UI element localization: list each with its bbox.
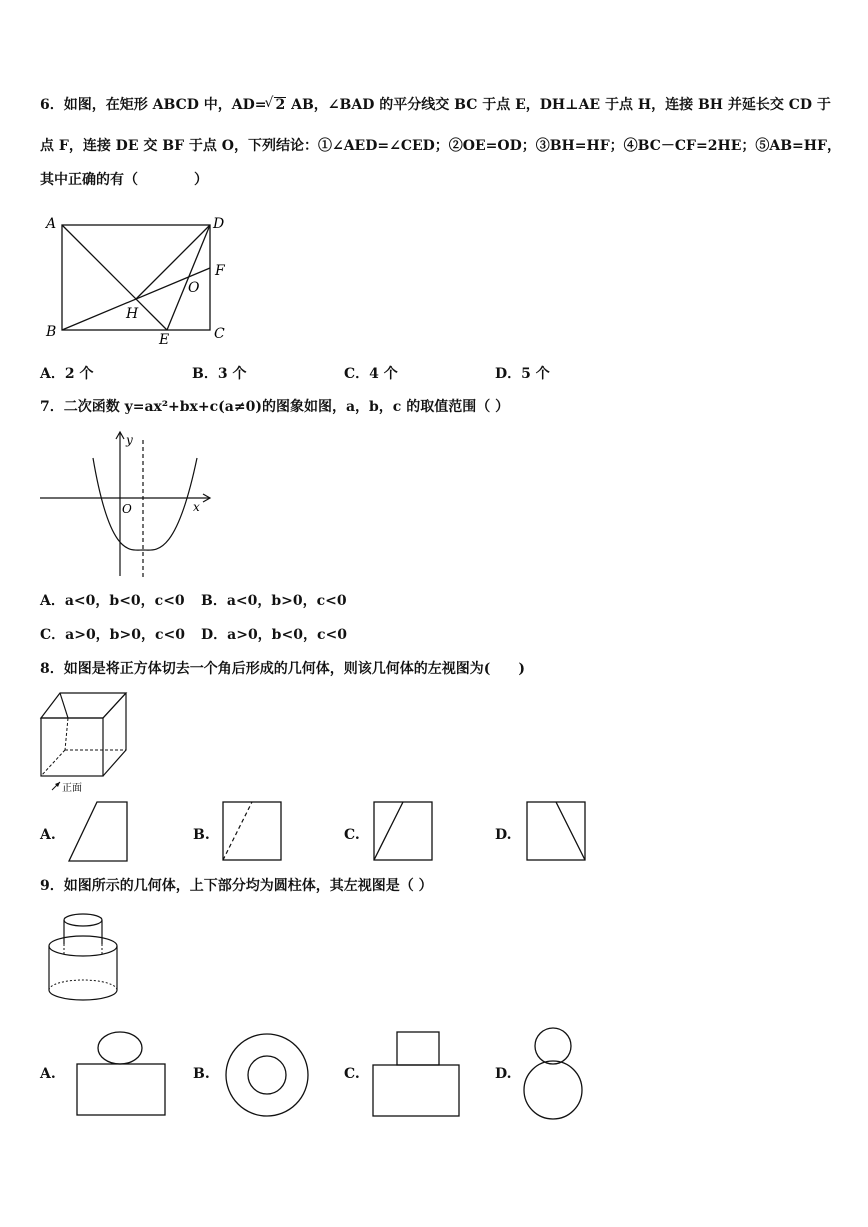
q9-option-a-letter[interactable]: A.: [40, 1066, 56, 1082]
label-h: H: [126, 306, 139, 322]
label-c: C: [214, 326, 225, 342]
q9-option-b-letter[interactable]: B.: [193, 1066, 210, 1082]
large-cylinder-top: [49, 936, 117, 956]
q7-option-b[interactable]: B．a<0，b>0，c<0: [201, 593, 347, 609]
q7-parabola-figure: [40, 428, 220, 580]
q9-option-d-figure[interactable]: [521, 1026, 585, 1122]
cut-edge: [60, 693, 68, 718]
label-o: O: [188, 280, 200, 296]
cube-front-face: [41, 718, 103, 776]
q8-option-a-letter[interactable]: A.: [40, 827, 56, 843]
q8-stem: 8．如图是将正方体切去一个角后形成的几何体，则该几何体的左视图为( ): [40, 661, 525, 677]
origin-label: O: [122, 502, 132, 516]
cube-top-face: [41, 693, 126, 718]
q7-option-d[interactable]: D．a>0，b<0，c<0: [201, 627, 347, 643]
front-label: 正面: [62, 783, 82, 794]
q6-stem-line1: 6．如图，在矩形 ABCD 中，AD=√ 2 AB，∠BAD 的平分线交 BC 于点 E，DH⊥AE 于点 H，连接 BH 并延长交 CD 于: [40, 96, 831, 114]
label-d: D: [213, 216, 225, 232]
q8-option-b-letter[interactable]: B.: [193, 827, 210, 843]
q9-option-c-letter[interactable]: C.: [344, 1066, 360, 1082]
q9-option-a-figure[interactable]: [75, 1030, 169, 1118]
q7-option-c[interactable]: C．a>0，b>0，c<0: [40, 627, 185, 643]
q9-option-b-figure[interactable]: [224, 1032, 310, 1118]
label-f: F: [215, 263, 225, 279]
x-axis-label: x: [193, 500, 200, 514]
parabola-curve: [93, 458, 197, 550]
q8-option-b-figure[interactable]: [222, 801, 284, 863]
q9-option-d-letter[interactable]: D.: [495, 1066, 512, 1082]
segment-ae: [62, 225, 167, 330]
q6-stem-line2: 点 F，连接 DE 交 BF 于点 O，下列结论：①∠AED=∠CED；②OE=OD；③BH=HF；④BC－CF=2HE；⑤AB=HF，: [40, 138, 841, 154]
q8-option-d-figure[interactable]: [526, 801, 588, 863]
label-e: E: [159, 332, 170, 348]
q7-stem: 7．二次函数 y=ax²+bx+c(a≠0)的图象如图，a，b，c 的取值范围（ ）: [40, 399, 510, 415]
q8-option-c-letter[interactable]: C.: [344, 827, 360, 843]
q6-option-a[interactable]: A．2 个: [40, 366, 94, 382]
q6-option-d[interactable]: D．5 个: [495, 366, 550, 382]
q8-cut-cube-figure: [38, 690, 138, 795]
q8-option-c-figure[interactable]: [373, 801, 435, 863]
q6-stem-line3: 其中正确的有（ ）: [40, 172, 208, 188]
q6-option-c[interactable]: C．4 个: [344, 366, 398, 382]
small-cylinder-top: [64, 914, 102, 926]
q9-cylinders-figure: [46, 912, 120, 1004]
q7-option-a[interactable]: A．a<0，b<0，c<0: [40, 593, 185, 609]
q9-stem: 9．如图所示的几何体，上下部分均为圆柱体，其左视图是（ ）: [40, 878, 433, 894]
label-a: A: [46, 216, 57, 232]
sqrt-symbol: √ 2: [274, 97, 286, 112]
label-b: B: [46, 324, 57, 340]
q8-option-d-letter[interactable]: D.: [495, 827, 512, 843]
y-axis-label: y: [126, 433, 133, 447]
q6-option-b[interactable]: B．3 个: [192, 366, 247, 382]
q8-option-a-figure[interactable]: [67, 801, 129, 863]
q6-rectangle-figure: [40, 210, 240, 350]
q9-option-c-figure[interactable]: [371, 1031, 463, 1119]
